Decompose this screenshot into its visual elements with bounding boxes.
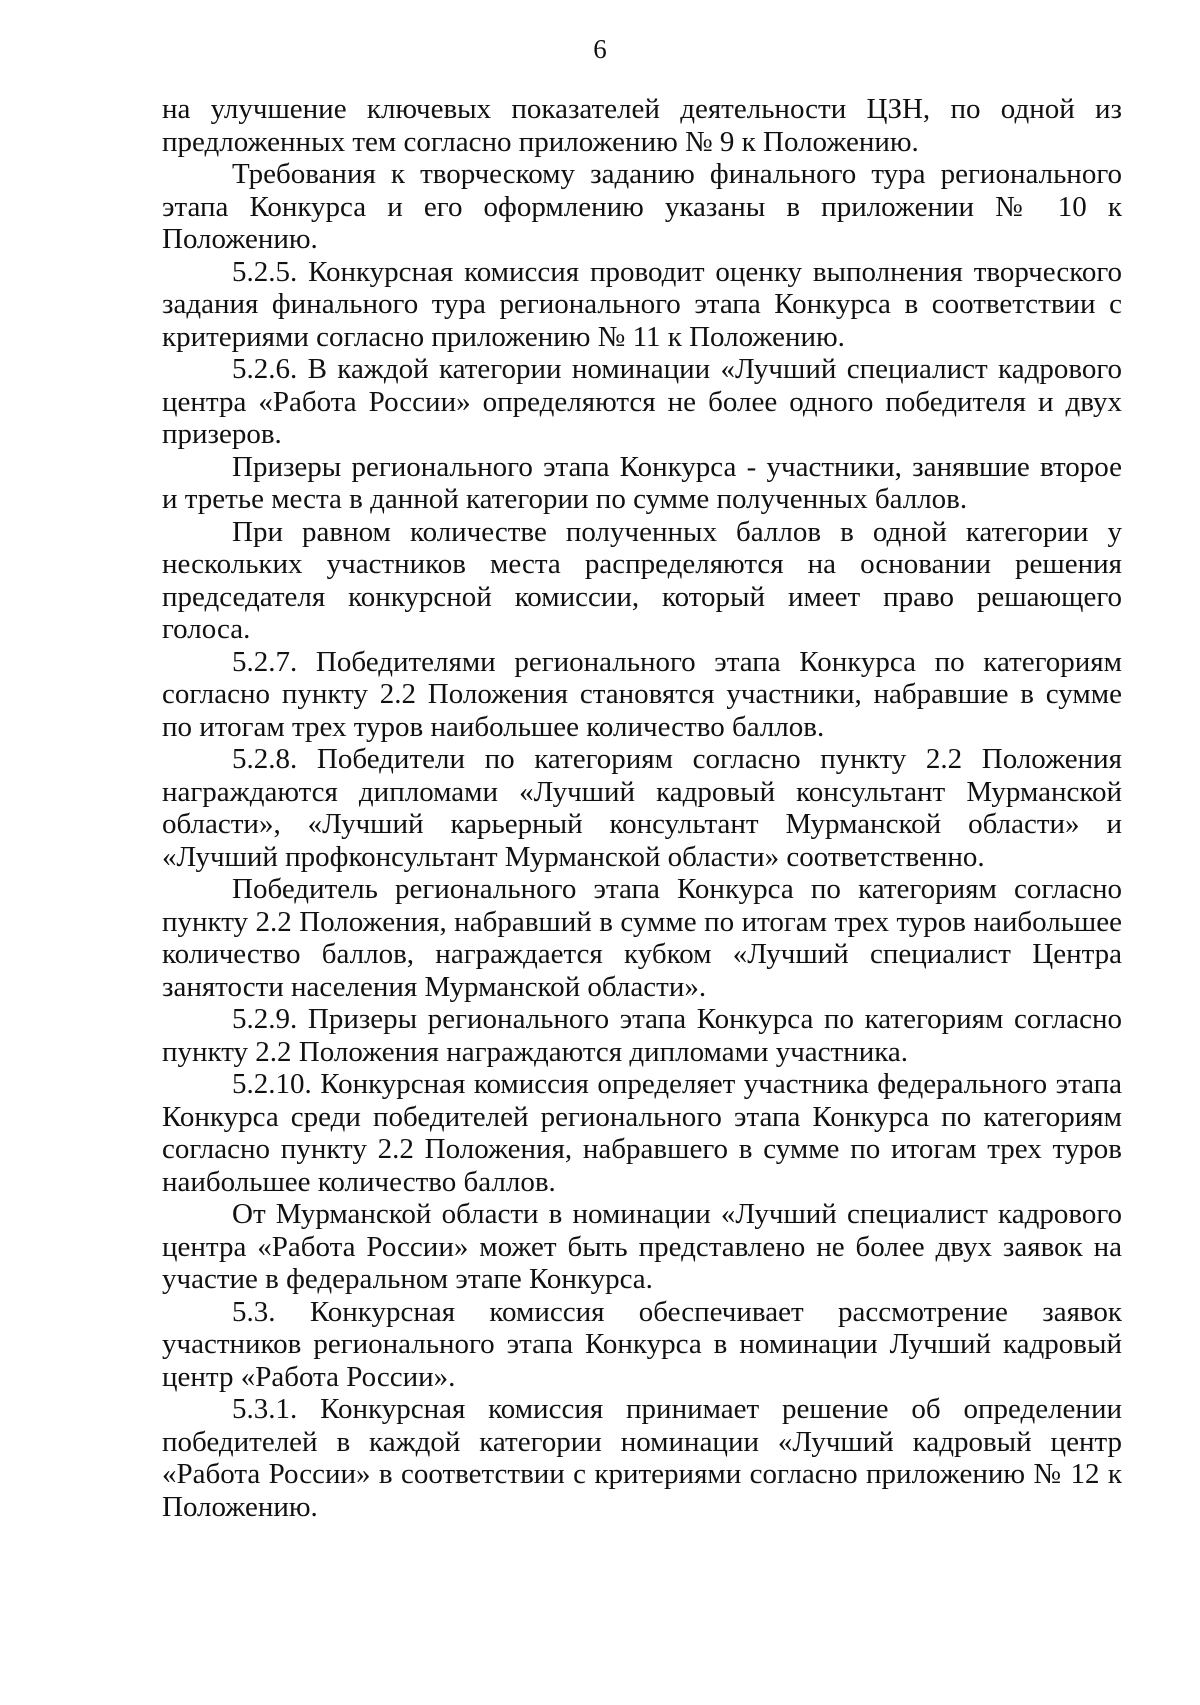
paragraph-5-2-8: 5.2.8. Победители по категориям согласно пункту 2.2 Положения награждаются дипломами «Лучший кадровый консультант Мурманской области», «Лучший карьерный консультант Мурманской области» и «Лучший профконсультант Мурманской области» соответственно. (162, 743, 1122, 873)
paragraph-5-2-10: 5.2.10. Конкурсная комиссия определяет участника федерального этапа Конкурса среди победителей регионального этапа Конкурса по категориям согласно пункту 2.2 Положения, набравшего в сумме по итогам трех туров наибольшее количество баллов. (162, 1068, 1122, 1198)
paragraph-5-2-6: 5.2.6. В каждой категории номинации «Лучший специалист кадрового центра «Работа России» определяются не более одного победителя и двух призеров. (162, 353, 1122, 450)
paragraph-5-3-1: 5.3.1. Конкурсная комиссия принимает решение об определении победителей в каждой категории номинации «Лучший кадровый центр «Работа России» в соответствии с критериями согласно приложению № 12 к Положению. (162, 1393, 1122, 1523)
paragraph-equal-points: При равном количестве полученных баллов в одной категории у нескольких участников места распределяются на основании решения председателя конкурсной комиссии, который имеет право решающего голоса. (162, 515, 1122, 645)
paragraph-continuation: на улучшение ключевых показателей деятельности ЦЗН, по одной из предложенных тем согласно приложению № 9 к Положению. (162, 93, 1122, 158)
paragraph-5-3: 5.3. Конкурсная комиссия обеспечивает рассмотрение заявок участников регионального этапа Конкурса в номинации Лучший кадровый центр «Работа России». (162, 1295, 1122, 1393)
paragraph-murmansk-applications: От Мурманской области в номинации «Лучший специалист кадрового центра «Работа России» может быть представлено не более двух заявок на участие в федеральном этапе Конкурса. (162, 1198, 1122, 1295)
paragraph-prize-winners: Призеры регионального этапа Конкурса - участники, занявшие второе и третье места в данной категории по сумме полученных баллов. (162, 450, 1122, 515)
page-number: 6 (593, 34, 607, 64)
document-body (162, 93, 1122, 1523)
paragraph-creative-task-requirements: Требования к творческому заданию финального тура регионального этапа Конкурса и его оформлению указаны в приложении № 10 к Положению. (162, 158, 1122, 255)
paragraph-cup-award: Победитель регионального этапа Конкурса по категориям согласно пункту 2.2 Положения, набравший в сумме по итогам трех туров наибольшее количество баллов, награждается кубком «Лучший специалист Центра занятости населения Мурманской области». (162, 873, 1122, 1003)
paragraph-5-2-9: 5.2.9. Призеры регионального этапа Конкурса по категориям согласно пункту 2.2 Положения награждаются дипломами участника. (162, 1003, 1122, 1068)
paragraph-5-2-7: 5.2.7. Победителями регионального этапа Конкурса по категориям согласно пункту 2.2 Положения становятся участники, набравшие в сумме по итогам трех туров наибольшее количество баллов. (162, 645, 1122, 743)
paragraph-5-2-5: 5.2.5. Конкурсная комиссия проводит оценку выполнения творческого задания финального тура регионального этапа Конкурса в соответствии с критериями согласно приложению № 11 к Положению. (162, 255, 1122, 353)
